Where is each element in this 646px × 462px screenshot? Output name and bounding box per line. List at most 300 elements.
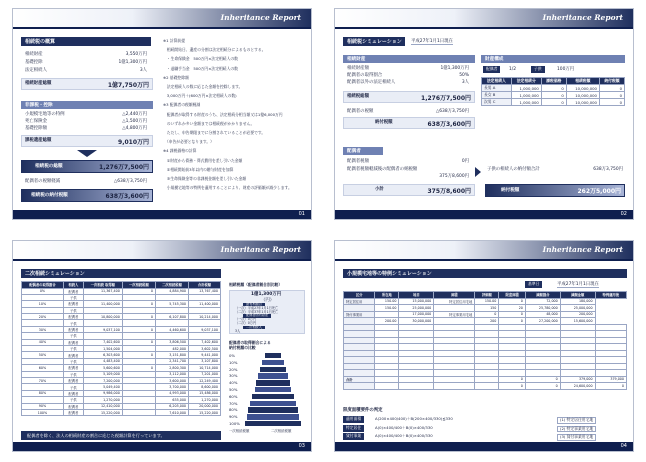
taxable-label: 課税遺産総額 (25, 138, 52, 143)
table-cell: 11,400,000 (189, 301, 221, 307)
pyramid-level-label: 60% (229, 393, 238, 399)
side-item: （二次）平成37年1月1日死亡 (235, 309, 279, 314)
pyramid-bar (252, 394, 293, 399)
side-item: （二次）0万円 (235, 321, 257, 325)
row-label: 配偶者以外の法定相続人 (347, 80, 396, 85)
report-title: Inheritance Report (220, 245, 301, 254)
table-cell: 482,000 (155, 346, 188, 352)
table-row (482, 85, 625, 92)
pyramid-bar (247, 414, 300, 419)
table-cell: 4,993,000 (155, 390, 188, 396)
column-header: 納付税額 (599, 78, 624, 85)
table-cell: 15,220,000 (189, 409, 221, 415)
pyramid-bar (260, 367, 286, 372)
row-label: 基礎控除 (25, 60, 43, 65)
column-header: 減額金額 (560, 292, 595, 299)
table-cell: 0 (122, 326, 155, 332)
row-label: 配偶者の取得割合 (347, 73, 383, 78)
table-cell: 特定居住用 (344, 298, 375, 305)
note-line: 3,000万円＋(600万円×法定相続人の数) (163, 93, 237, 99)
table-cell: 3,806,500 (155, 339, 188, 345)
table-cell: 配偶者 (63, 365, 83, 371)
column-header: 評価額 (475, 292, 499, 299)
right-lower-value: 638万3,750円 (593, 167, 623, 172)
limit-result: (2) 特定事業用宅地 (557, 426, 596, 433)
pay-label: 納付税額 (375, 120, 393, 125)
row-value: 1億1,300万円 (118, 60, 147, 65)
table-cell: 子供 (63, 346, 83, 352)
table-cell: 0 (122, 314, 155, 320)
table-cell: 10,214,000 (189, 314, 221, 320)
column-header: 課税価格 (541, 78, 566, 85)
table-cell: 17,000,000 (399, 311, 434, 318)
table-cell (122, 409, 155, 415)
deduct-value: △638万3,750円 (113, 179, 147, 184)
column-header: 法定相続分 (511, 78, 541, 85)
table-cell: 25,000,000 (560, 305, 595, 312)
tax-total-value: 1,276万7,500円 (421, 95, 471, 102)
taxable-value: 9,010万円 (118, 139, 149, 146)
limit-text: A(0)×400/400＋B(0)×400/330 (375, 424, 433, 430)
table-cell: 25,000,000 (399, 305, 434, 312)
table-cell: 10,000,000 (566, 99, 599, 106)
land-table (343, 291, 627, 390)
table-cell: 20 (499, 305, 526, 312)
table-cell: 70% (22, 377, 64, 383)
pyramid-bar (256, 380, 290, 385)
table-cell-empty (475, 383, 499, 390)
table-cell: 150.00 (375, 298, 399, 305)
total-cell: 379,000 (595, 376, 626, 383)
table-cell: 1,000,000 (511, 92, 541, 99)
page-number: 02 (620, 211, 627, 217)
limit-tag: 特定居住 (343, 425, 364, 432)
total-cell: 24,600,000 (560, 383, 595, 390)
table-cell: 0 (122, 288, 155, 294)
table-cell: 5,049,400 (83, 384, 122, 390)
table-cell: 6,107,800 (155, 314, 188, 320)
right-arrow-icon (475, 167, 481, 177)
pyramid-level-label: 100% (229, 421, 240, 426)
lower-row-label: 配偶者税額 (347, 159, 369, 164)
right-total-label: 納付税額 (501, 188, 520, 193)
table-cell: 4,460,600 (155, 326, 188, 332)
side-item: （一次）平成27年1月1日死亡 (235, 305, 279, 310)
note-line: （申告が必要となります。） (163, 139, 214, 145)
payable-value: 638万3,600円 (105, 193, 149, 200)
total-label: 相続財産総額 (25, 81, 52, 86)
column-header: 配偶者の取得割合 (22, 282, 64, 289)
sub-row-label: 小規模宅地等の特例 (25, 112, 65, 117)
table-cell: 9,441,000 (189, 352, 221, 358)
page-footer (13, 210, 311, 219)
table-cell: 10,000,000 (566, 85, 599, 92)
table-total-row (344, 383, 627, 390)
table-cell: 配偶者 (63, 390, 83, 396)
section-title: 二次相続シミュレーション (21, 269, 221, 278)
sub-row-value: △2,440万円 (122, 112, 147, 117)
note-line: のいずれか多い金額までは相続税がかかりません。 (163, 120, 255, 126)
table-cell: 4,884,900 (155, 288, 188, 294)
side-amount: 1億1,300万円 (251, 292, 282, 297)
tab-children: 子供 (531, 66, 545, 73)
table-cell: 635,000 (155, 397, 188, 403)
lower-total-value: 375万8,600円 (427, 188, 471, 195)
limit-tag: 貸付事業 (343, 433, 364, 440)
table-cell: 11,400,000 (83, 301, 122, 307)
total-cell: 379,000 (560, 376, 595, 383)
note-line: ・生命保険金 500万円×法定相続人の数 (163, 56, 238, 62)
column-header: 二次相続税額 (155, 282, 188, 289)
table-cell: 次男 C (482, 99, 512, 106)
total-cell: 0 (595, 383, 626, 390)
side-item: 二次相続人 (243, 326, 265, 329)
table-row (482, 92, 625, 99)
lower-row-value: 375万8,600円 (439, 174, 469, 179)
secondary-table (21, 281, 221, 416)
pyramid-bar (250, 401, 296, 406)
sub-row-label: 死亡保険金 (25, 119, 47, 124)
tax-total-label: 相続税総額 (347, 94, 369, 99)
page-tax-estimate (12, 8, 312, 220)
table-cell: 12,249,400 (189, 377, 221, 383)
table-cell: 0 (122, 301, 155, 307)
table-cell-empty (375, 383, 399, 390)
table-cell: 1,504,000 (83, 346, 122, 352)
note-line: ただし、申告期限までに分割されていることが必要です。 (163, 130, 266, 135)
tab-amount: 100万円 (557, 67, 575, 72)
table-cell: 10,714,000 (189, 365, 221, 371)
tab-spouse: 配偶者 (483, 66, 500, 73)
side-item: （一次）0万円 (235, 317, 257, 322)
table-header-row (482, 78, 625, 85)
page-number: 03 (298, 443, 305, 449)
table-cell: 200.00 (375, 318, 399, 325)
column-header: 一次相続 取得額 (83, 282, 122, 289)
table-cell: 6,303,600 (83, 352, 122, 358)
table-cell: 180,000 (560, 298, 595, 305)
table-cell: 15,486,000 (189, 390, 221, 396)
table-cell: 20,000,000 (189, 403, 221, 409)
lower-sub-title: 配偶者 (343, 147, 383, 155)
limit-result: (1) 特定居住用宅地 (557, 417, 596, 424)
table-cell: 0 (499, 311, 526, 318)
table-cell: 配偶者 (63, 314, 83, 320)
table-cell: 3,600,000 (155, 377, 188, 383)
table-cell: 子供 (63, 397, 83, 403)
page-number: 04 (620, 443, 627, 449)
table-cell: 配偶者 (63, 352, 83, 358)
pyramid-level-label: 20% (229, 366, 238, 372)
legend-b: 二次相続税額 (271, 429, 292, 433)
note-line: ②相続開始前3年以内の贈与財産を加算 (163, 166, 234, 172)
row-value: 3人 (139, 68, 147, 73)
section-title: 小規模宅地等の特例シミュレーション (343, 269, 627, 278)
table-cell: 1,270,000 (189, 397, 221, 403)
table-cell: 配偶者 (63, 288, 83, 294)
column-header: 区分 (344, 292, 375, 299)
pyramid-level-label: 90% (229, 414, 238, 420)
limits-title: 限度面積要件の判定 (343, 408, 383, 413)
note-line: 相続開始日、遺産の分割は法定相続分によるものとする。 (163, 47, 266, 53)
table-cell: 0 (599, 99, 624, 106)
page-header (335, 9, 633, 29)
table-cell: 配偶者 (63, 377, 83, 383)
note-line: ※3 配偶者の税額軽減 (163, 102, 201, 108)
table-cell: 20% (22, 314, 64, 320)
table-cell: 4,483,400 (83, 358, 122, 364)
note-line: ※1 計算前提 (163, 38, 185, 43)
table-cell: 配偶者 (63, 326, 83, 332)
table-cell: 1,000,000 (511, 85, 541, 92)
lower-row-value: 0円 (461, 159, 469, 164)
table-row (22, 409, 221, 415)
page-number: 01 (298, 211, 305, 217)
left-sub-title: 相続財産 (343, 55, 475, 63)
side-item: 3人 (235, 328, 241, 333)
table-cell: 長男 A (482, 85, 512, 92)
note-line: ③生命保険金等の非課税金額を差し引いた金額 (163, 176, 247, 181)
table-cell: 3,151,800 (155, 352, 188, 358)
table-cell: 0 (499, 298, 526, 305)
table-cell: 200 (475, 318, 499, 325)
pyramid-level-label: 80% (229, 407, 238, 413)
pyramid-level-label: 10% (229, 359, 238, 365)
side-title: 相続税額（配偶者割合別比較） (229, 282, 283, 287)
table-cell: 15,000,000 (399, 298, 434, 305)
side-item: 最有利割合 (243, 303, 265, 306)
spouse-tax-label: 配偶者の税額 (347, 109, 374, 114)
column-header: 相続税額 (566, 78, 599, 85)
report-title: Inheritance Report (220, 13, 301, 22)
table-cell: 子供 (63, 371, 83, 377)
table-cell: 0 (541, 85, 566, 92)
table-cell: 11,367,400 (83, 288, 122, 294)
table-cell: 特定事業用宅地 (434, 311, 475, 318)
note-line: 配偶者が取得する財産のうち、法定相続分相当額又は1億6,000万円 (163, 111, 283, 117)
table-cell: 0 (499, 318, 526, 325)
table-cell: 100% (22, 409, 64, 415)
note-line: ※2 基礎控除額 (163, 74, 189, 80)
note-line: ①財産から債務・葬式費用を差し引いた金額 (163, 157, 243, 163)
pyramid-bar (258, 373, 288, 378)
table-cell: 15,220,000 (83, 409, 122, 415)
table-cell: 3,112,000 (155, 371, 188, 377)
table-cell: 3,700,000 (155, 384, 188, 390)
table-cell: 10,000,000 (566, 92, 599, 99)
table-cell: 特定居住用宅地 (434, 298, 475, 305)
table-cell: 1,000,000 (511, 99, 541, 106)
down-arrow-icon (77, 150, 97, 157)
table-cell: 9,037,100 (189, 326, 221, 332)
report-title: Inheritance Report (542, 13, 623, 22)
table-cell: 13,767,400 (189, 288, 221, 294)
table-cell: 27,200,000 (525, 318, 560, 325)
table-cell: 3,602,500 (189, 346, 221, 352)
pyramid-bar (262, 360, 283, 365)
total-label: 合計 (344, 376, 375, 383)
page-header (13, 9, 311, 29)
column-header: 一次相続税額 (122, 282, 155, 289)
pyramid-level-label: 70% (229, 400, 238, 406)
column-header: 特例適用後 (595, 292, 626, 299)
sub-row-value: △1,500万円 (122, 119, 147, 124)
row-value: 3人 (461, 80, 469, 85)
table-cell: 0 (122, 339, 155, 345)
date-value: 平成27年1月1日現在 (557, 282, 599, 287)
total-cell: 0 (499, 383, 526, 390)
pyramid-title-2: 納付税額の比較 (229, 345, 256, 350)
total-value: 1億7,750万円 (107, 82, 149, 89)
table-cell: 25,780,000 (525, 305, 560, 312)
sub-row-label: 基礎控除額 (25, 126, 47, 131)
table-cell: 配偶者 (63, 409, 83, 415)
table-cell: 80% (22, 390, 64, 396)
report-title: Inheritance Report (542, 245, 623, 254)
payable-label: 相続税の納付税額 (31, 193, 68, 198)
row-label: 相続財産 (25, 52, 43, 57)
total-cell: 0 (525, 383, 560, 390)
page-footer (335, 442, 633, 451)
pyramid-level-label: 0% (229, 353, 236, 358)
lower-row-label: 配偶者税額軽減後の配偶者の納税額 (347, 167, 418, 172)
table-cell: 150.00 (475, 298, 499, 305)
table-cell: 配偶者 (63, 301, 83, 307)
table-cell: 9,986,000 (83, 390, 122, 396)
table-cell: 6,205,000 (155, 403, 188, 409)
table-row (482, 99, 625, 106)
date-tag: 基準日 (525, 281, 542, 288)
table-cell: 長女 B (482, 92, 512, 99)
row-label: 相続財産額 (347, 66, 369, 71)
table-cell: 0 (475, 311, 499, 318)
pyramid-bar (248, 407, 297, 412)
table-cell: 子供 (63, 384, 83, 390)
table-cell: 子供 (63, 320, 83, 326)
spouse-tax-value: △638万3,750円 (435, 109, 469, 114)
table-cell: 12,410,000 (83, 403, 122, 409)
column-header: 面積 (434, 292, 475, 299)
table-cell: 5,109,000 (83, 371, 122, 377)
page-footer (13, 442, 311, 451)
row-value: 3,550万円 (125, 52, 147, 57)
table-cell: 60% (22, 365, 64, 371)
limit-text: A(0)×400/400＋B(0)×400/330 (375, 433, 433, 438)
table-cell: 子供 (63, 294, 83, 300)
limit-text: A(200×400/400)＋B(200×400/330)≦330 (375, 416, 453, 421)
table-cell: 1,270,000 (83, 397, 122, 403)
table-cell: 10,800,000 (83, 314, 122, 320)
page-header (335, 241, 633, 261)
right-total-value: 262万5,000円 (577, 188, 621, 195)
table-cell: 子供 (63, 307, 83, 313)
table-cell: 200,000 (560, 311, 595, 318)
table-cell: 150.00 (375, 305, 399, 312)
table-cell: 50% (22, 352, 64, 358)
total-cell: 0 (499, 376, 526, 383)
pyramid-bar (255, 387, 292, 392)
limit-result: (3) 貸付事業用宅地 (557, 434, 596, 441)
table-cell: 0 (541, 92, 566, 99)
table-cell: 0 (599, 92, 624, 99)
table-cell: 7,610,000 (155, 409, 188, 415)
pyramid-bar (265, 353, 282, 358)
note-line: ※4 課税価格の計算 (163, 148, 197, 154)
column-header: 地目 (399, 292, 434, 299)
table-cell: 5,600,600 (83, 365, 122, 371)
page-tax-simulation (334, 8, 634, 220)
table-cell-empty (399, 383, 434, 390)
row-value: 50% (459, 73, 469, 78)
note-line: 小規模宅地等の特例を適用することにより、財産の評価額が減少します。 (163, 185, 292, 191)
table-cell: 40% (22, 339, 64, 345)
page-small-land-special (334, 240, 634, 452)
pyramid-level-label: 30% (229, 373, 238, 379)
pay-value: 638万3,600円 (427, 121, 471, 128)
table-cell: 30% (22, 326, 64, 332)
page-secondary-inheritance (12, 240, 312, 452)
column-header: 法定相続人 (482, 78, 512, 85)
note-line: 法定相続人の数に応じた金額を控除します。 (163, 84, 243, 89)
row-value: 1億1,300万円 (440, 66, 469, 71)
row-label: 法定相続人 (25, 68, 47, 73)
table-cell: 0 (122, 365, 155, 371)
footer-note: 配偶者を除く、法人の相続財産の割合に応じた税額計算を行っています。 (21, 431, 221, 440)
legend-a: 一次相続税額 (229, 429, 250, 433)
table-cell: 配偶者 (63, 403, 83, 409)
table-cell: 10% (22, 301, 64, 307)
date-label: 平成27年1月1日現在 (411, 39, 453, 44)
table-cell: 72,000 (525, 298, 560, 305)
table-cell: 48,000 (525, 311, 560, 318)
column-header: 所在地 (375, 292, 399, 299)
table-cell: 貸付事業用 (344, 311, 375, 318)
table-cell: 子供 (63, 333, 83, 339)
tax-total-value: 1,276万7,500円 (99, 164, 149, 171)
table-cell: 7,402,600 (189, 339, 221, 345)
side-unit: （円） (261, 298, 275, 303)
heirs-table (481, 77, 625, 106)
table-cell: 子供 (63, 358, 83, 364)
page-footer (335, 210, 633, 219)
table-header-row (344, 292, 627, 299)
table-cell: 8,600,000 (189, 384, 221, 390)
tax-total-label: 相続税の総額 (35, 164, 63, 169)
side-item: 配偶者固有財産 (243, 314, 271, 317)
pyramid-bar (245, 421, 301, 426)
total-cell: 0 (525, 376, 560, 383)
deduct-label: 配偶者の税額軽減 (25, 179, 61, 184)
table-cell: 0 (541, 99, 566, 106)
pyramid-level-label: 50% (229, 387, 238, 392)
column-header: 減額割合 (525, 292, 560, 299)
column-header: 相続人 (63, 282, 83, 289)
table-cell: 0 (122, 352, 155, 358)
table-cell: 0 (599, 85, 624, 92)
table-cell: 配偶者 (63, 339, 83, 345)
table-cell: 9,037,100 (83, 326, 122, 332)
pyramid-level-label: 40% (229, 380, 238, 386)
section-title: 相続税シミュレーション (343, 37, 405, 46)
table-cell-empty (344, 383, 375, 390)
right-sub-title: 財産構成 (481, 55, 625, 63)
tab-ratio: 1/2 (509, 67, 517, 72)
table-cell: 5,745,300 (155, 301, 188, 307)
page-header (13, 241, 311, 261)
table-cell: 2,800,300 (155, 365, 188, 371)
table-cell: 7,402,600 (83, 339, 122, 345)
table-cell: 90% (22, 403, 64, 409)
